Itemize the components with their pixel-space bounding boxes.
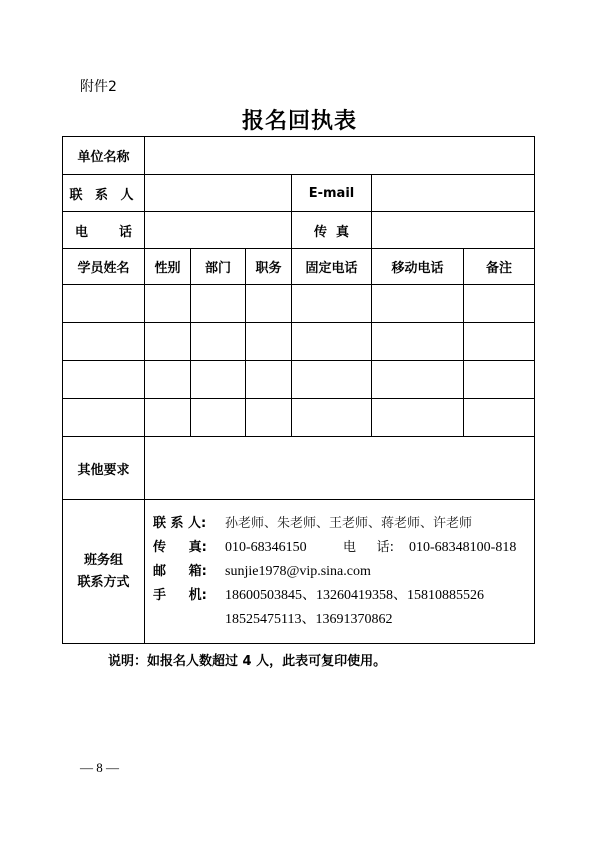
usage-note: 说明：如报名人数超过 4 人，此表可复印使用。 [108, 654, 387, 669]
mobile-numbers-2: 18525475113、13691370862 [225, 611, 393, 627]
phone-label-char2: 话 [118, 224, 132, 240]
table-cell[interactable] [145, 399, 191, 437]
attachment-label: 附件2 [80, 79, 117, 95]
table-cell[interactable] [292, 323, 372, 361]
table-cell[interactable] [145, 361, 191, 399]
col-header-remarks: 备注 [464, 249, 535, 285]
page-number: — 8 — [80, 760, 119, 775]
table-cell[interactable] [246, 361, 292, 399]
phone-label [63, 212, 145, 249]
table-cell[interactable] [464, 285, 535, 323]
fax-label: 传 真 [292, 212, 372, 249]
table-cell[interactable] [464, 323, 535, 361]
table-row [63, 361, 535, 399]
table-cell[interactable] [372, 285, 464, 323]
tel-number: 010-68348100-818 [409, 539, 517, 555]
contact-person-field[interactable] [145, 175, 292, 212]
table-cell[interactable] [145, 285, 191, 323]
table-row [63, 323, 535, 361]
table-cell[interactable] [63, 361, 145, 399]
table-cell[interactable] [372, 399, 464, 437]
table-cell[interactable] [372, 361, 464, 399]
mobile-line [153, 584, 534, 608]
email-address: sunjie1978@vip.sina.com [225, 563, 371, 579]
table-cell[interactable] [292, 285, 372, 323]
other-requirements-label: 其他要求 [63, 437, 145, 500]
class-contact-label-line2: 联系方式 [77, 574, 130, 590]
registration-form-table [62, 136, 535, 644]
class-contact-label-line1: 班务组 [83, 552, 123, 568]
email-line [153, 560, 534, 584]
table-cell[interactable] [246, 399, 292, 437]
contact-person-names: 孙老师、朱老师、王老师、蒋老师、许老师 [225, 515, 473, 531]
table-cell[interactable] [191, 399, 246, 437]
contact-person-label: 联 系 人 [63, 175, 145, 212]
table-cell[interactable] [292, 361, 372, 399]
table-cell[interactable] [464, 399, 535, 437]
table-cell[interactable] [63, 323, 145, 361]
email-label: E-mail [292, 175, 372, 212]
class-contact-label [63, 500, 145, 644]
fax-tel-line [153, 536, 534, 560]
unit-name-label: 单位名称 [63, 137, 145, 175]
table-cell[interactable] [292, 399, 372, 437]
col-header-department: 部门 [191, 249, 246, 285]
table-cell[interactable] [464, 361, 535, 399]
contact-person-line [153, 512, 534, 536]
col-header-position: 职务 [246, 249, 292, 285]
other-requirements-field[interactable] [145, 437, 535, 500]
table-cell[interactable] [145, 323, 191, 361]
table-cell[interactable] [246, 323, 292, 361]
fax-number: 010-68346150 [225, 539, 307, 555]
col-header-mobile: 移动电话 [372, 249, 464, 285]
col-header-gender: 性别 [145, 249, 191, 285]
mobile-numbers-1: 18600503845、13260419358、15810885526 [225, 587, 484, 603]
fax-field[interactable] [372, 212, 535, 249]
table-cell[interactable] [63, 399, 145, 437]
col-header-landline: 固定电话 [292, 249, 372, 285]
table-cell[interactable] [191, 285, 246, 323]
table-cell[interactable] [372, 323, 464, 361]
table-cell[interactable] [246, 285, 292, 323]
table-cell[interactable] [191, 323, 246, 361]
class-contact-details [145, 500, 535, 644]
col-header-name: 学员姓名 [63, 249, 145, 285]
email-line-label: 邮 箱: [153, 563, 207, 579]
table-row [63, 399, 535, 437]
contact-person-line-label: 联 系 人: [153, 515, 207, 531]
mobile-line-2 [153, 608, 534, 632]
table-row [63, 285, 535, 323]
mobile-line-label: 手 机: [153, 587, 207, 603]
phone-label-char1: 电 [75, 224, 89, 240]
tel-line-label: 电 话: [343, 539, 395, 555]
page-title: 报名回执表 [241, 108, 357, 134]
table-cell[interactable] [191, 361, 246, 399]
fax-line-label: 传 真: [153, 539, 207, 555]
phone-field[interactable] [145, 212, 292, 249]
table-cell[interactable] [63, 285, 145, 323]
email-field[interactable] [372, 175, 535, 212]
unit-name-field[interactable] [145, 137, 535, 175]
